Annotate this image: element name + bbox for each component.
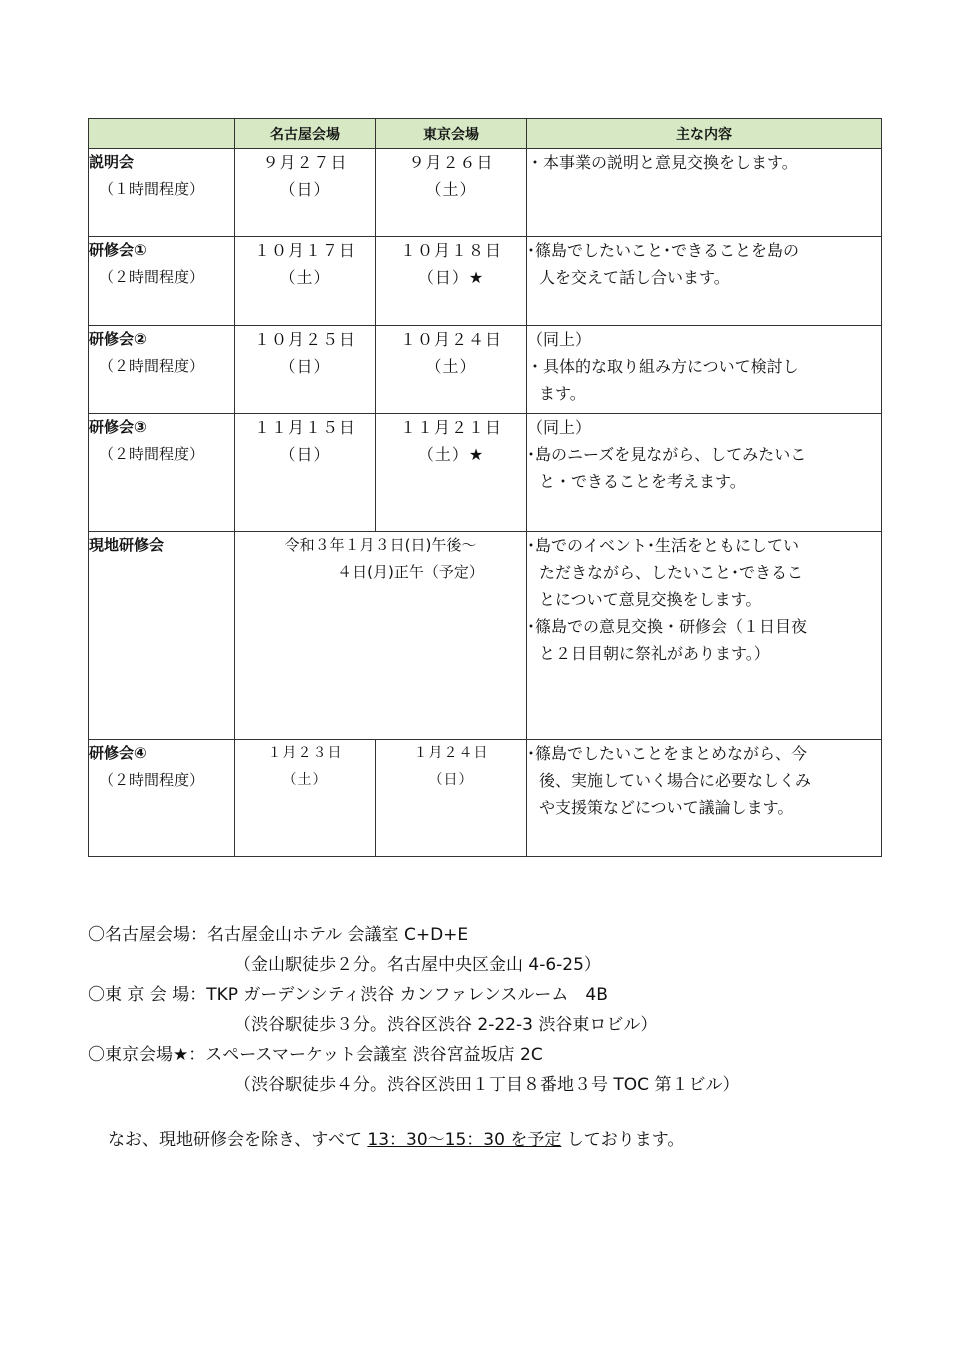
header-blank <box>89 119 235 149</box>
content-line: ･篠島でしたいことをまとめながら、今 <box>527 744 808 763</box>
nagoya-date: ９月２７日 <box>262 153 348 172</box>
nagoya-date-cell <box>235 740 376 857</box>
table-row <box>89 532 882 740</box>
session-duration: （１時間程度） <box>99 180 205 198</box>
session-cell <box>89 532 235 740</box>
session-name: 現地研修会 <box>89 536 165 554</box>
content-line: ･島のニーズを見ながら、してみたいこ <box>527 445 807 464</box>
session-duration: （２時間程度） <box>99 445 205 463</box>
tokyo-date: ９月２６日 <box>408 153 494 172</box>
table-row <box>89 326 882 414</box>
session-duration: （２時間程度） <box>99 357 205 375</box>
tokyo-date-cell <box>376 326 527 414</box>
closing-before: なお、現地研修会を除き、すべて <box>108 1130 368 1150</box>
header-tokyo: 東京会場 <box>376 119 527 149</box>
tokyo-date-cell <box>376 414 527 532</box>
content-line: 人を交えて話し合います。 <box>539 268 730 287</box>
nagoya-day: （日） <box>279 180 331 199</box>
session-name: 説明会 <box>89 153 135 171</box>
content-line: ・本事業の説明と意見交換をします。 <box>527 153 798 172</box>
header-content: 主な内容 <box>527 119 882 149</box>
nagoya-date: １０月１７日 <box>253 241 356 260</box>
venue-line <box>88 980 888 1010</box>
header-nagoya: 名古屋会場 <box>235 119 376 149</box>
table-row <box>89 414 882 532</box>
content-cell <box>527 532 882 740</box>
table-header-row <box>89 119 882 149</box>
tokyo-day: （土） <box>425 180 477 199</box>
content-cell <box>527 326 882 414</box>
content-cell <box>527 740 882 857</box>
nagoya-date: １０月２５日 <box>253 330 356 349</box>
content-line: ・具体的な取り組み方について検討し <box>527 357 799 376</box>
onsite-date-end: ４日(月)正午（予定） <box>337 563 484 581</box>
nagoya-day: （土） <box>282 772 328 788</box>
tokyo-date: １１月２１日 <box>399 418 502 437</box>
content-line: や支援策などについて議論します。 <box>539 798 794 817</box>
venue-access: （金山駅徒歩２分。名古屋中央区金山 4-6-25） <box>234 955 601 975</box>
content-line: ･篠島での意見交換・研修会（１日目夜 <box>527 617 808 636</box>
closing-note <box>108 1125 684 1150</box>
content-line: 後、実施していく場合に必要なしくみ <box>539 771 812 790</box>
tokyo-date-cell <box>376 237 527 326</box>
schedule-table <box>88 118 882 857</box>
session-cell <box>89 414 235 532</box>
content-cell <box>527 237 882 326</box>
tokyo-date-cell <box>376 740 527 857</box>
content-line: （同上） <box>527 330 592 349</box>
tokyo-date-cell <box>376 149 527 237</box>
nagoya-date-cell <box>235 326 376 414</box>
content-line: と２日目朝に祭礼があります。） <box>539 644 770 663</box>
onsite-date-cell <box>235 532 527 740</box>
venue-access: （渋谷駅徒歩４分。渋谷区渋田１丁目８番地３号 TOC 第１ビル） <box>234 1075 740 1095</box>
content-line: と・できることを考えます。 <box>539 472 746 491</box>
content-line: ･篠島でしたいこと･できることを島の <box>527 241 800 260</box>
venue-line <box>88 1040 888 1070</box>
content-line: とについて意見交換をします。 <box>539 590 762 609</box>
table-row <box>89 237 882 326</box>
tokyo-day: （日）★ <box>417 268 485 287</box>
venue-notes <box>88 920 888 1100</box>
tokyo-date: １月２４日 <box>413 745 489 761</box>
venue-line <box>88 920 888 950</box>
nagoya-date: １月２３日 <box>267 745 343 761</box>
session-cell <box>89 326 235 414</box>
content-line: ただきながら、したいこと･できるこ <box>539 563 804 582</box>
session-cell <box>89 149 235 237</box>
tokyo-day: （土） <box>425 357 477 376</box>
nagoya-date-cell <box>235 237 376 326</box>
tokyo-date: １０月１８日 <box>399 241 502 260</box>
session-cell <box>89 740 235 857</box>
venue-name: TKP ガーデンシティ渋谷 カンファレンスルーム 4B <box>206 985 608 1005</box>
session-name: 研修会① <box>89 241 147 259</box>
venue-label: 〇名古屋会場： <box>88 925 207 945</box>
closing-after: しております。 <box>561 1130 685 1150</box>
venue-access: （渋谷駅徒歩３分。渋谷区渋谷 2-22-3 渋谷東ロビル） <box>234 1015 658 1035</box>
session-name: 研修会③ <box>89 418 147 436</box>
table-row <box>89 740 882 857</box>
content-line: ･島でのイベント･生活をともにしてい <box>527 536 800 555</box>
table-row <box>89 149 882 237</box>
tokyo-day: （日） <box>428 772 474 788</box>
venue-label: 〇東京会場★： <box>88 1045 206 1065</box>
session-name: 研修会④ <box>89 744 147 762</box>
nagoya-day: （日） <box>279 357 331 376</box>
venue-label: 〇東 京 会 場： <box>88 985 207 1005</box>
closing-time: 13：30～15：30 を予定 <box>367 1130 562 1150</box>
content-cell <box>527 149 882 237</box>
nagoya-day: （日） <box>279 445 331 464</box>
tokyo-date: １０月２４日 <box>399 330 502 349</box>
nagoya-date-cell <box>235 414 376 532</box>
venue-name: スペースマーケット会議室 渋谷宮益坂店 2C <box>205 1045 543 1065</box>
content-line: ます。 <box>539 384 586 403</box>
tokyo-day: （土）★ <box>417 445 485 464</box>
session-cell <box>89 237 235 326</box>
nagoya-date: １１月１５日 <box>253 418 356 437</box>
content-cell <box>527 414 882 532</box>
onsite-date-start: 令和３年１月３日(日)午後～ <box>284 536 477 554</box>
venue-name: 名古屋金山ホテル 会議室 C+D+E <box>207 925 469 945</box>
session-duration: （２時間程度） <box>99 268 205 286</box>
session-name: 研修会② <box>89 330 147 348</box>
nagoya-day: （土） <box>279 268 331 287</box>
content-line: （同上） <box>527 418 592 437</box>
nagoya-date-cell <box>235 149 376 237</box>
session-duration: （２時間程度） <box>99 771 205 789</box>
